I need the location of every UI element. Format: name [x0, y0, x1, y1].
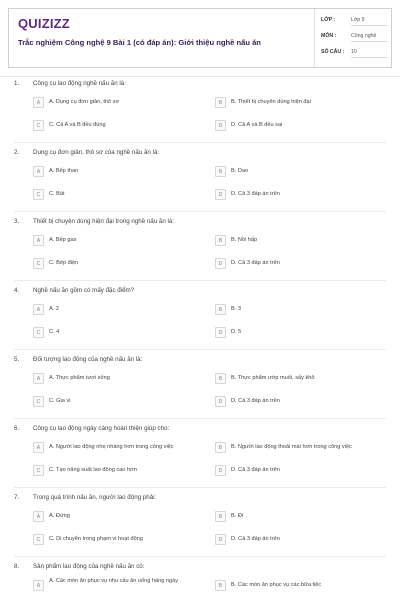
answer-option-d[interactable] — [215, 258, 390, 270]
answer-option-b[interactable] — [215, 166, 390, 178]
meta-subject-key: MÔN : — [321, 33, 337, 39]
option-text: D. Cả 3 đáp án trên — [231, 191, 280, 197]
meta-subject-line — [351, 41, 387, 42]
option-letter-box[interactable]: A — [33, 304, 44, 315]
meta-class — [321, 15, 387, 27]
meta-count-value: 10 — [351, 49, 357, 55]
meta-subject-value: Công nghệ — [351, 33, 377, 39]
question-separator — [14, 211, 386, 212]
option-text: B. Đi — [231, 513, 244, 519]
option-text: D. Cả 3 đáp án trên — [231, 398, 280, 404]
option-letter-box[interactable]: C — [33, 189, 44, 200]
option-letter-box[interactable]: A — [33, 442, 44, 453]
option-letter-box[interactable]: A — [33, 373, 44, 384]
meta-class-key: LỚP : — [321, 17, 336, 23]
option-text: C. Gia vị — [49, 398, 71, 404]
quiz-header — [8, 8, 392, 68]
option-text: D. Cả 3 đáp án trên — [231, 536, 280, 542]
question-text: Công cụ lao động nghề nấu ăn là: — [33, 80, 126, 87]
option-text: D. Cả 3 đáp án trên — [231, 467, 280, 473]
option-text: B. Thiết bị chuyên dùng hiện đại — [231, 99, 311, 105]
answer-option-a[interactable] — [33, 235, 208, 247]
option-text: A. Bếp gas — [49, 237, 77, 243]
option-text: A. Các món ăn phục vụ nhu cầu ăn uống hàng ngày — [49, 578, 179, 584]
option-letter-box[interactable]: A — [33, 580, 44, 591]
meta-count-key: SỐ CÂU : — [321, 49, 345, 55]
question-text: Trong quá trình nấu ăn, người lao động phải: — [33, 494, 157, 501]
option-text: A. Người lao động nhẹ nhàng hơn trong công việc — [49, 444, 174, 450]
meta-class-line — [351, 25, 387, 26]
question-separator — [14, 349, 386, 350]
option-letter-box[interactable]: C — [33, 534, 44, 545]
answer-option-a[interactable] — [33, 511, 208, 523]
answer-option-c[interactable] — [33, 120, 208, 132]
answer-option-a[interactable] — [33, 373, 208, 385]
option-text: D. 5 — [231, 329, 242, 335]
question-number: 2. — [14, 149, 20, 156]
option-letter-box[interactable]: D — [215, 327, 226, 338]
answer-option-d[interactable] — [215, 396, 390, 408]
option-letter-box[interactable]: B — [215, 235, 226, 246]
option-letter-box[interactable]: D — [215, 189, 226, 200]
header-bottom-rule — [0, 76, 400, 77]
option-text: B. Dao — [231, 168, 249, 174]
answer-option-d[interactable] — [215, 534, 390, 546]
option-letter-box[interactable]: B — [215, 304, 226, 315]
option-text: A. Bếp than — [49, 168, 79, 174]
option-text: C. Tạo năng suất lao động cao hơn — [49, 467, 137, 473]
option-text: C. Cả A và B đều đúng — [49, 122, 106, 128]
answer-option-a[interactable] — [33, 580, 208, 592]
option-text: C. Bát — [49, 191, 65, 197]
option-letter-box[interactable]: D — [215, 534, 226, 545]
question-number: 4. — [14, 287, 20, 294]
question-number: 3. — [14, 218, 20, 225]
question-number: 6. — [14, 425, 20, 432]
option-text: C. Di chuyển trong phạm vi hoạt động — [49, 536, 143, 542]
answer-option-c[interactable] — [33, 396, 208, 408]
answer-option-c[interactable] — [33, 258, 208, 270]
header-divider — [314, 9, 315, 67]
option-letter-box[interactable]: C — [33, 396, 44, 407]
question-text: Đối tượng lao động của nghề nấu ăn là: — [33, 356, 143, 363]
question-separator — [14, 142, 386, 143]
question-separator — [14, 487, 386, 488]
answer-option-a[interactable] — [33, 442, 208, 454]
answer-option-b[interactable] — [215, 442, 390, 454]
option-text: B. Người lao động thoải mái hơn trong công việc — [231, 444, 352, 450]
question-text: Thiết bị chuyên dùng hiện đại trong nghề nấu ăn là: — [33, 218, 175, 225]
option-letter-box[interactable]: A — [33, 166, 44, 177]
answer-option-d[interactable] — [215, 120, 390, 132]
option-text: D. Cả 3 đáp án trên — [231, 260, 280, 266]
question-text: Nghề nấu ăn gồm có mấy đặc điểm? — [33, 287, 135, 294]
option-letter-box[interactable]: C — [33, 327, 44, 338]
option-text: A. 2 — [49, 306, 59, 312]
answer-option-c[interactable] — [33, 189, 208, 201]
question-separator — [14, 556, 386, 557]
answer-option-b[interactable] — [215, 511, 390, 523]
quiz-title: Trắc nghiệm Công nghệ 9 Bài 1 (có đáp án): Giới thiệu nghề nấu ăn — [18, 38, 261, 47]
option-text: A. Thực phẩm tươi sống — [49, 375, 110, 381]
answer-option-b[interactable] — [215, 580, 390, 592]
option-text: B. Nồi hấp — [231, 237, 258, 243]
answer-option-a[interactable] — [33, 304, 208, 316]
question-text: Sản phẩm lao động của nghề nấu ăn có: — [33, 563, 145, 570]
answer-option-d[interactable] — [215, 465, 390, 477]
meta-subject — [321, 31, 387, 43]
answer-option-d[interactable] — [215, 327, 390, 339]
answer-option-c[interactable] — [33, 465, 208, 477]
question-text: Công cụ lao động ngày càng hoàn thiện giúp cho: — [33, 425, 170, 432]
answer-option-d[interactable] — [215, 189, 390, 201]
question-separator — [14, 418, 386, 419]
answer-option-b[interactable] — [215, 235, 390, 247]
question-number: 5. — [14, 356, 20, 363]
option-letter-box[interactable]: B — [215, 373, 226, 384]
option-letter-box[interactable]: B — [215, 442, 226, 453]
option-letter-box[interactable]: B — [215, 511, 226, 522]
question-number: 7. — [14, 494, 20, 501]
option-text: A. Đứng — [49, 513, 70, 519]
answer-option-c[interactable] — [33, 534, 208, 546]
question-number: 8. — [14, 563, 20, 570]
question-number: 1. — [14, 80, 20, 87]
meta-class-value: Lớp 9 — [351, 17, 365, 23]
answer-option-b[interactable] — [215, 373, 390, 385]
option-text: C. Bếp điện — [49, 260, 79, 266]
option-letter-box[interactable]: D — [215, 465, 226, 476]
meta-count — [321, 47, 387, 59]
option-text: C. 4 — [49, 329, 60, 335]
meta-count-line — [351, 57, 387, 58]
option-letter-box[interactable]: D — [215, 258, 226, 269]
answer-option-a[interactable] — [33, 166, 208, 178]
option-letter-box[interactable]: A — [33, 235, 44, 246]
answer-option-c[interactable] — [33, 327, 208, 339]
answer-option-b[interactable] — [215, 97, 390, 109]
quizizz-logo[interactable]: QUIZIZZ — [18, 16, 70, 31]
question-text: Dụng cụ đơn giản, thô sơ của nghề nấu ăn là: — [33, 149, 160, 156]
option-letter-box[interactable]: B — [215, 97, 226, 108]
option-text: B. Thực phẩm ướp muối, sấy khô — [231, 375, 315, 381]
option-letter-box[interactable]: B — [215, 580, 226, 591]
answer-option-a[interactable] — [33, 97, 208, 109]
option-text: B. Các món ăn phục vụ các bữa tiệc — [231, 582, 322, 588]
answer-option-b[interactable] — [215, 304, 390, 316]
option-letter-box[interactable]: C — [33, 120, 44, 131]
question-separator — [14, 280, 386, 281]
option-text: D. Cả A và B đều sai — [231, 122, 283, 128]
option-letter-box[interactable]: A — [33, 511, 44, 522]
option-letter-box[interactable]: C — [33, 258, 44, 269]
option-text: B. 3 — [231, 306, 241, 312]
option-text: A. Dụng cụ đơn giản, thô sơ — [49, 99, 120, 105]
option-letter-box[interactable]: A — [33, 97, 44, 108]
option-letter-box[interactable]: C — [33, 465, 44, 476]
option-letter-box[interactable]: D — [215, 120, 226, 131]
option-letter-box[interactable]: B — [215, 166, 226, 177]
option-letter-box[interactable]: D — [215, 396, 226, 407]
